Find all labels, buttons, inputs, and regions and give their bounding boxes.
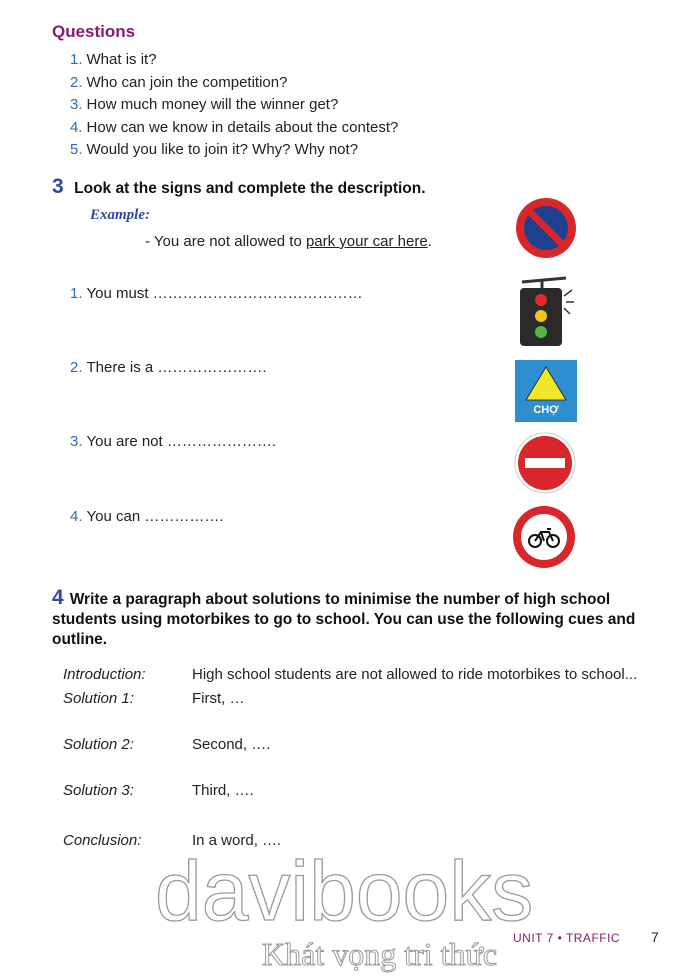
section-4-heading bbox=[52, 588, 662, 650]
page-number: 7 bbox=[651, 929, 659, 945]
svg-text:davibooks: davibooks bbox=[155, 845, 534, 938]
section-3-number: 3 bbox=[52, 175, 64, 198]
outline-row: Introduction: High school students are not allowed to ride motorbikes to school... bbox=[63, 666, 638, 683]
section-4-number: 4 bbox=[52, 586, 64, 609]
outline-row: Solution 3: Third, …. bbox=[63, 782, 254, 799]
traffic-light-icon bbox=[514, 276, 578, 348]
questions-heading: Questions bbox=[52, 22, 136, 41]
question-item: 2. Who can join the competition? bbox=[70, 73, 288, 91]
question-item: 1. What is it? bbox=[70, 51, 157, 68]
question-item: 4. How can we know in details about the contest? bbox=[70, 118, 399, 136]
outline-row: Solution 2: Second, …. bbox=[63, 736, 271, 753]
example-sentence: - You are not allowed to park your car here. bbox=[145, 233, 432, 250]
no-entry-sign-icon bbox=[514, 432, 576, 494]
section-3-heading bbox=[52, 175, 426, 199]
davibooks-watermark bbox=[150, 845, 550, 975]
section-4-title: Write a paragraph about solutions to minimise the number of high school students using motorbikes to go to school. You can use the following cues and outline. bbox=[52, 591, 636, 648]
outline-row: Solution 1: First, … bbox=[63, 690, 245, 707]
outline-row: Conclusion: In a word, …. bbox=[63, 832, 282, 849]
no-parking-sign-icon bbox=[514, 196, 578, 260]
exercise-item: 4. You can ……………. bbox=[70, 508, 224, 525]
svg-text:Khát vọng tri thức: Khát vọng tri thức bbox=[262, 936, 498, 972]
market-sign-icon bbox=[515, 360, 577, 422]
questions-list bbox=[70, 50, 398, 163]
example-label: Example: bbox=[90, 207, 150, 223]
no-bicycle-sign-icon bbox=[511, 504, 577, 570]
exercise-item: 1. You must …………………………………… bbox=[70, 285, 363, 302]
exercise-item: 2. There is a …………………. bbox=[70, 359, 267, 376]
section-3-title: Look at the signs and complete the description. bbox=[74, 180, 426, 197]
exercise-item: 3. You are not …………………. bbox=[70, 433, 277, 450]
question-item: 3. How much money will the winner get? bbox=[70, 96, 339, 113]
market-sign-label: CHỢ bbox=[533, 404, 559, 416]
unit-label: UNIT 7 • TRAFFIC bbox=[513, 931, 621, 945]
question-item: 5. Would you like to join it? Why? Why not? bbox=[70, 141, 359, 158]
